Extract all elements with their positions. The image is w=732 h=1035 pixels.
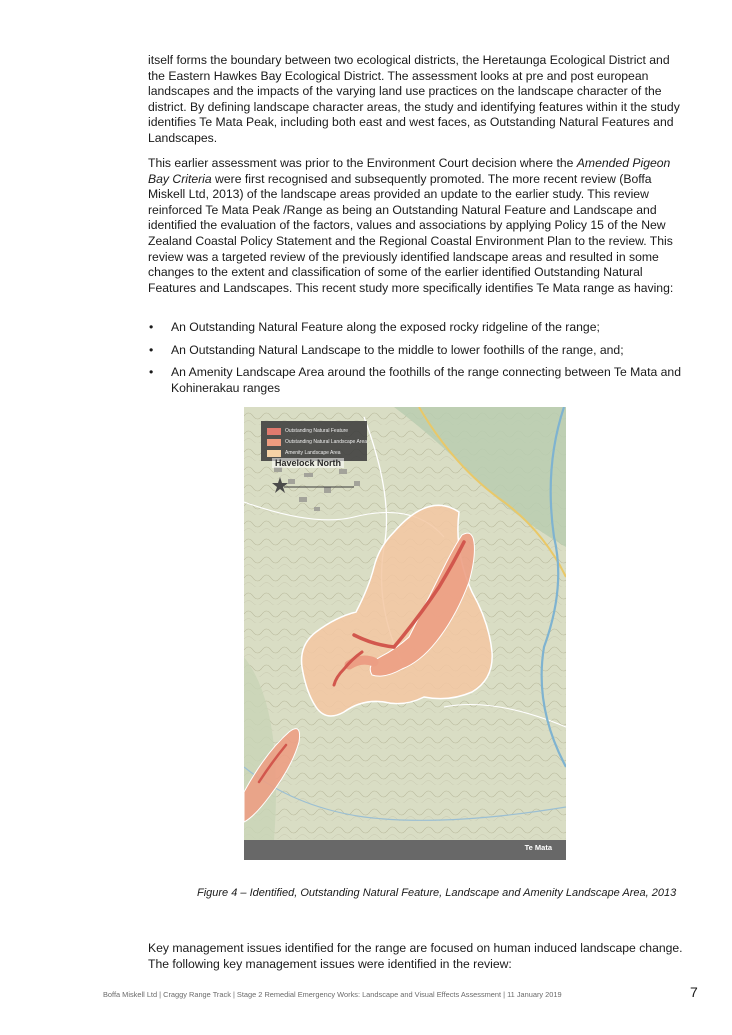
legend-label: Outstanding Natural Feature [285,428,349,434]
legend-swatch [267,439,281,446]
list-item [148,365,688,396]
town-label: Havelock North [272,458,344,468]
bullet-icon: • [149,342,154,357]
page-footer: Boffa Miskell Ltd | Craggy Range Track | Stage 2 Remedial Emergency Works: Landscape and Visual Effects Assessment | 11 January 2019 [103,990,562,999]
p2-italic-criteria: Amended Pigeon Bay Criteria [148,156,671,186]
list-item [148,343,688,359]
map-title-label: Te Mata [524,843,552,852]
legend-swatch [267,450,281,457]
list-item-text: An Outstanding Natural Landscape to the middle to lower foothills of the range, and; [171,342,624,357]
feature-bullet-list [148,320,688,403]
bullet-icon: • [149,320,154,334]
list-item-text: An Amenity Landscape Area around the foothills of the range connecting between Te Mata and Kohinerakau ranges [171,365,681,395]
p2-text-after: were first recognised and subsequently promoted. The more recent review (Boffa Miskell Ltd, 2013) of the landscape areas provided an update to the earlier study. This review reinforced Te Mata Peak /Range as being an Outstanding Natural Feature and Landscape and identified the evaluation of the factors, values and associations by applying Policy 15 of the New Zealand Coastal Policy Statement and the Regional Coastal Environment Plan to the review. This review was a targeted review of the previously identified landscape areas and resulted in some changes to the extent and classification of some of the earlier identified Outstanding Natural Features and Landscapes. This recent study more specifically identifies Te Mata range as having: [148,171,674,295]
legend-label: Outstanding Natural Landscape Area [285,439,367,445]
list-item [148,320,688,336]
legend-swatch [267,428,281,435]
map-legend [261,421,367,461]
topographic-map [244,407,566,860]
page-number: 7 [690,984,698,1000]
legend-item [267,427,348,435]
legend-item [267,438,367,446]
list-item-text: An Outstanding Natural Feature along the exposed rocky ridgeline of the range; [171,320,600,334]
paragraph-management-issues: Key management issues identified for the range are focused on human induced landscape change. The following key management issues were identified in the review: [148,941,683,971]
figure-caption: Figure 4 – Identified, Outstanding Natural Feature, Landscape and Amenity Landscape Area, 2013 [197,887,677,899]
legend-item [267,449,341,457]
map-footer-band [244,840,566,860]
legend-label: Amenity Landscape Area [285,450,341,456]
paragraph-ecological-districts: itself forms the boundary between two ecological districts, the Heretaunga Ecological District and the Eastern Hawkes Bay Ecological District. The assessment looks at pre and post european landscapes and the impacts of the varying land use practices on the landscape character of the district. By defining landscape character areas, the study and identifying features within it the study identifies Te Mata Peak, including both east and west faces, as Outstanding Natural Features and Landscapes. [148,53,680,145]
paragraph-earlier-assessment [148,156,684,296]
p2-text-before: This earlier assessment was prior to the Environment Court decision where the [148,156,577,170]
bullet-icon: • [149,365,154,380]
landscape-map-figure [244,407,566,860]
